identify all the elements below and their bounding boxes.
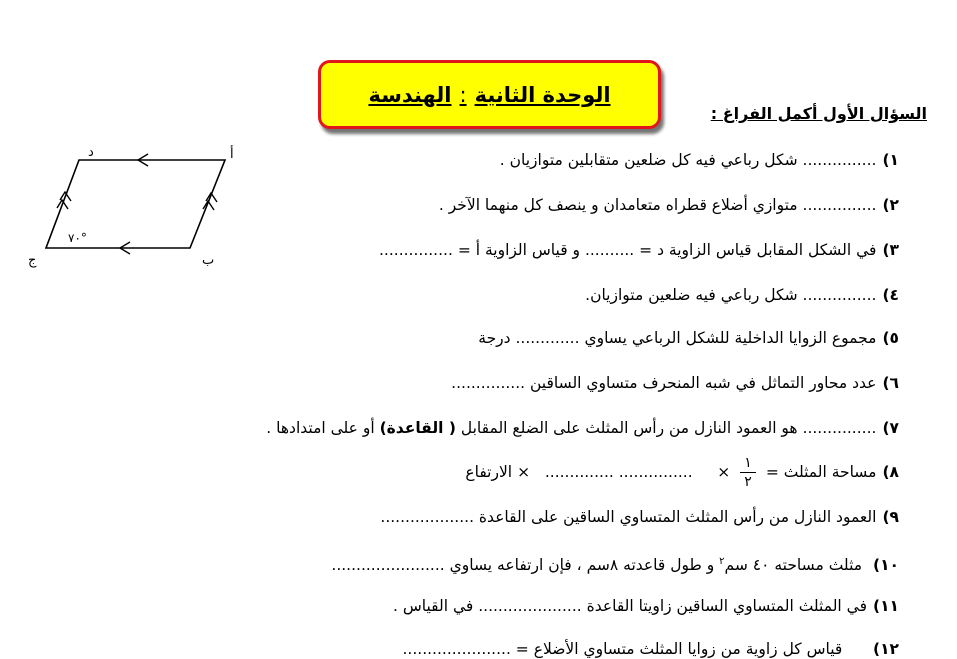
fraction-denominator: ٢ [744,474,752,490]
question-text-end: الارتفاع [465,463,513,481]
question-number: ٤) [882,286,899,304]
unit-title-box [318,60,661,129]
question-2 [439,195,899,215]
question-number: ١) [882,151,899,169]
question-12 [402,639,899,659]
question-text: عدد محاور التماثل في شبه المنحرف متساوي الساقين ............... [451,374,877,392]
question-text: في المثلث المتساوي الساقين زاويتا القاعدة ..................... في القياس . [392,597,867,615]
parallelogram-figure [20,138,250,268]
question-number: ١٢) [872,640,899,658]
question-text: ............... شكل رباعي فيه ضلعين متوازيان. [585,286,877,304]
multiply-sign: × [517,463,531,481]
question-10 [331,552,899,575]
question-4 [585,285,899,305]
question-number: ٨) [882,463,899,481]
angle-label: ٧٠° [68,231,87,245]
question-number: ٩) [882,508,899,526]
question-text: ............... متوازي أضلاع قطراه متعامدان و ينصف كل منهما الآخر . [438,196,877,214]
question-number: ٢) [882,196,899,214]
vertex-label-b: ب [202,253,215,268]
subject-label: الهندسة [368,82,452,107]
title-separator: : [459,82,467,107]
question-number: ١١) [872,597,899,615]
question-number: ١٠) [872,556,899,575]
question-text-end: و طول قاعدته ٨سم ، فإن ارتفاعه يساوي ....................... [331,556,720,575]
question-5 [478,328,899,348]
squared-superscript: ٢ [719,556,725,567]
question-6 [451,373,899,393]
question-number: ٧) [882,419,899,437]
question-number: ٥) [882,329,899,347]
question-text: ............... شكل رباعي فيه كل ضلعين متقابلين متوازيان . [499,151,877,169]
fraction-numerator: ١ [740,456,756,473]
section-heading: السؤال الأول أكمل الفراغ : [710,104,927,123]
vertex-label-c: ج [28,253,37,268]
right-side-arrow [203,201,214,210]
unit-title [368,83,610,107]
question-11 [393,596,899,616]
question-emphasis: ( القاعدة) [379,419,456,437]
question-8 [465,456,899,489]
question-text: العمود النازل من رأس المثلث المتساوي الساقين على القاعدة ................... [380,508,877,526]
question-text: قياس كل زاوية من زوايا المثلث متساوي الأضلاع = ...................... [402,640,843,658]
question-blank: ............... .............. [544,463,693,481]
question-text: في الشكل المقابل قياس الزاوية د = .......... و قياس الزاوية أ = ............... [378,241,877,259]
question-text: مجموع الزوايا الداخلية للشكل الرباعي يساوي ............. درجة [478,329,877,347]
vertex-label-a: أ [230,147,234,162]
question-text: مساحة المثلث = [765,463,877,481]
question-text: ............... هو العمود النازل من رأس المثلث على الضلع المقابل [455,419,877,437]
question-text: مثلث مساحته ٤٠ سم [724,556,863,575]
question-3 [379,240,899,260]
question-1 [500,150,899,170]
question-9 [380,507,899,527]
question-number: ٦) [882,374,899,392]
question-text-end: أو على امتدادها . [266,419,380,437]
question-7 [266,418,899,438]
multiply-sign: × [717,463,731,481]
unit-label: الوحدة الثانية [474,82,611,107]
question-number: ٣) [882,241,899,259]
one-half-fraction [740,456,756,489]
vertex-label-d: د [88,145,94,160]
